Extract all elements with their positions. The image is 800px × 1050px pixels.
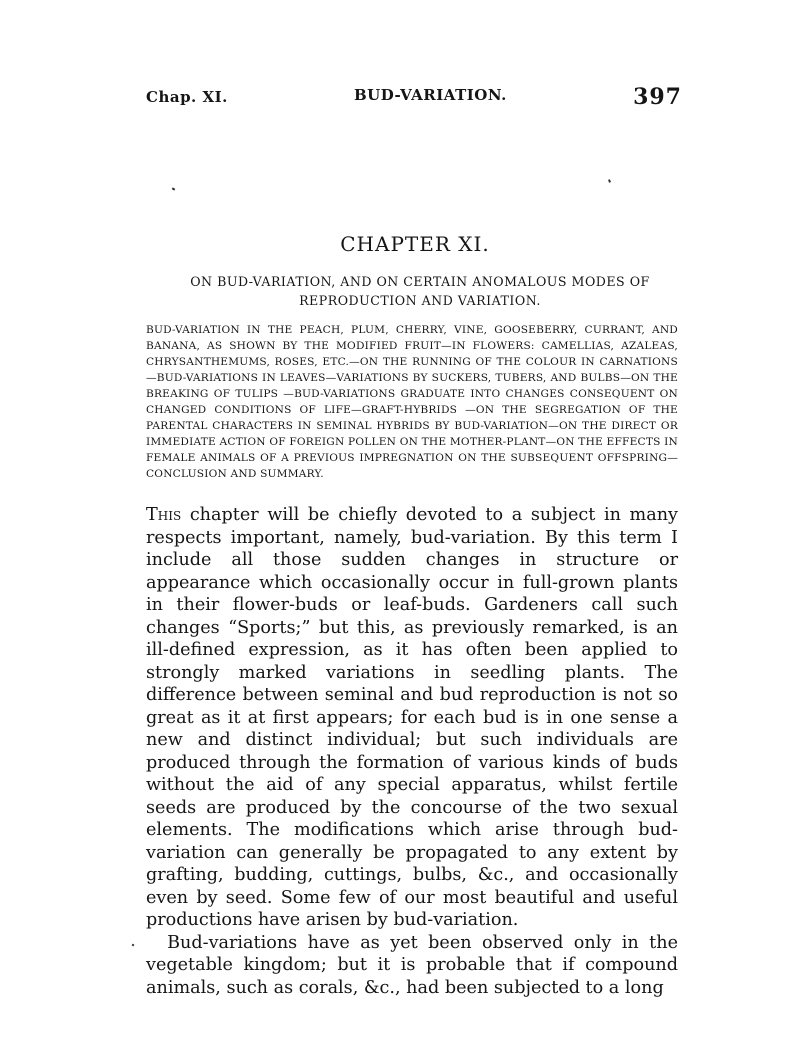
ink-speck (132, 944, 135, 947)
chapter-subtitle: ON BUD-VARIATION, AND ON CERTAIN ANOMALOUS MODES OF REPRODUCTION AND VARIATION. (190, 274, 650, 308)
running-head-chapter: Chap. XI. (146, 88, 228, 106)
running-head-title: BUD-VARIATION. (354, 86, 507, 104)
body-text (146, 504, 678, 999)
running-head (146, 84, 682, 114)
paragraph-2: Bud-variations have as yet been observed only in the vegetable kingdom; but it is probable that if compound animals, such as corals, &c., had been subjected to a long (146, 932, 678, 998)
page-number: 397 (633, 84, 682, 110)
paragraph-1-text: chapter will be chiefly devoted to a subject in many respects important, namely, bud-variation. By this term I include all those sudden changes in structure or appearance which occasionally occur in full-grown plants in their flower-buds or leaf-buds. Gardeners call such changes “Sports;” but this, as previously remarked, is an ill-defined expression, as it has often been applied to strongly marked variations in seedling plants. The difference between seminal and bud reproduction is not so great as it at first appears; for each bud is in one sense a new and distinct individual; but such individuals are produced through the formation of various kinds of buds without the aid of any special apparatus, whilst fertile seeds are produced by the concourse of the two sexual elements. The modifications which arise through bud-variation can generally be propagated to any extent by grafting, budding, cuttings, bulbs, &c., and occasionally even by seed. Some few of our most beautiful and useful productions have arisen by bud-variation. (146, 505, 678, 930)
chapter-title: CHAPTER XI. (340, 232, 490, 256)
chapter-synopsis: BUD-VARIATION IN THE PEACH, PLUM, CHERRY, VINE, GOOSEBERRY, CURRANT, AND BANANA, AS SHOWN BY THE MODIFIED FRUIT—IN FLOWERS: CAMELLIAS, AZALEAS, CHRYSANTHEMUMS, ROSES, ETC.—ON THE RUNNING OF THE COLOUR IN CARNATIONS—BUD-VARIATIONS IN LEAVES—VARIATIONS BY SUCKERS, TUBERS, AND BULBS—ON THE BREAKING OF TULIPS —BUD-VARIATIONS GRADUATE INTO CHANGES CONSEQUENT ON CHANGED CONDITIONS OF LIFE—GRAFT-HYBRIDS —ON THE SEGREGATION OF THE PARENTAL CHARACTERS IN SEMINAL HYBRIDS BY BUD-VARIATION—ON THE DIRECT OR IMMEDIATE ACTION OF FOREIGN POLLEN ON THE MOTHER-PLANT—ON THE EFFECTS IN FEMALE ANIMALS OF A PREVIOUS IMPREGNATION ON THE SUBSEQUENT OFFSPRING—CONCLUSION AND SUMMARY. (146, 324, 678, 480)
paragraph-lead-word: This (146, 505, 182, 525)
paragraph-1 (146, 504, 678, 932)
ink-speck (608, 179, 611, 183)
ink-speck (172, 187, 176, 190)
